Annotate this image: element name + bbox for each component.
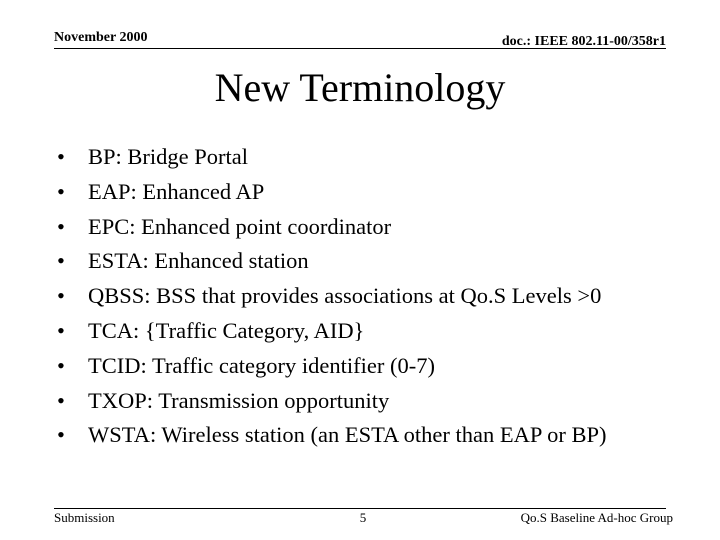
bullet-text: ESTA: Enhanced station bbox=[88, 248, 309, 274]
bullet-list bbox=[57, 142, 607, 455]
footer-page-number: 5 bbox=[359, 510, 367, 525]
bullet-text: EPC: Enhanced point coordinator bbox=[88, 213, 392, 239]
header-rule bbox=[54, 48, 666, 49]
bullet-item-txop bbox=[57, 386, 607, 421]
header-date: November 2000 bbox=[54, 30, 148, 45]
bullet-text: TXOP: Transmission opportunity bbox=[88, 387, 390, 413]
bullet-dot-icon: • bbox=[57, 317, 65, 343]
slide-title: New Terminology bbox=[214, 65, 506, 110]
bullet-item-wsta bbox=[57, 420, 607, 455]
bullet-dot-icon: • bbox=[57, 178, 65, 204]
bullet-text: TCID: Traffic category identifier (0-7) bbox=[88, 352, 435, 378]
bullet-dot-icon: • bbox=[57, 283, 65, 309]
footer-rule bbox=[54, 508, 666, 509]
bullet-text: BP: Bridge Portal bbox=[88, 144, 249, 169]
bullet-item-tca bbox=[57, 316, 607, 351]
bullet-text: WSTA: Wireless station (an ESTA other than EAP or BP) bbox=[88, 422, 607, 448]
bullet-item-qbss bbox=[57, 281, 607, 316]
bullet-item-epc bbox=[57, 212, 607, 247]
bullet-item-bp bbox=[57, 142, 607, 177]
bullet-text: EAP: Enhanced AP bbox=[88, 178, 265, 204]
bullet-dot-icon: • bbox=[57, 213, 65, 239]
footer-group-name: Qo.S Baseline Ad-hoc Group bbox=[520, 510, 673, 525]
bullet-text: TCA: {Traffic Category, AID} bbox=[88, 317, 365, 343]
bullet-dot-icon: • bbox=[57, 387, 65, 413]
bullet-dot-icon: • bbox=[57, 422, 65, 448]
bullet-item-tcid bbox=[57, 351, 607, 386]
footer-submission: Submission bbox=[54, 510, 115, 525]
bullet-dot-icon: • bbox=[57, 352, 65, 378]
bullet-dot-icon: • bbox=[57, 144, 65, 169]
bullet-item-eap bbox=[57, 177, 607, 212]
bullet-item-esta bbox=[57, 246, 607, 281]
bullet-text: QBSS: BSS that provides associations at Qo.S Levels >0 bbox=[88, 283, 602, 309]
bullet-dot-icon: • bbox=[57, 248, 65, 274]
header-doc-id: doc.: IEEE 802.11-00/358r1 bbox=[501, 34, 666, 49]
